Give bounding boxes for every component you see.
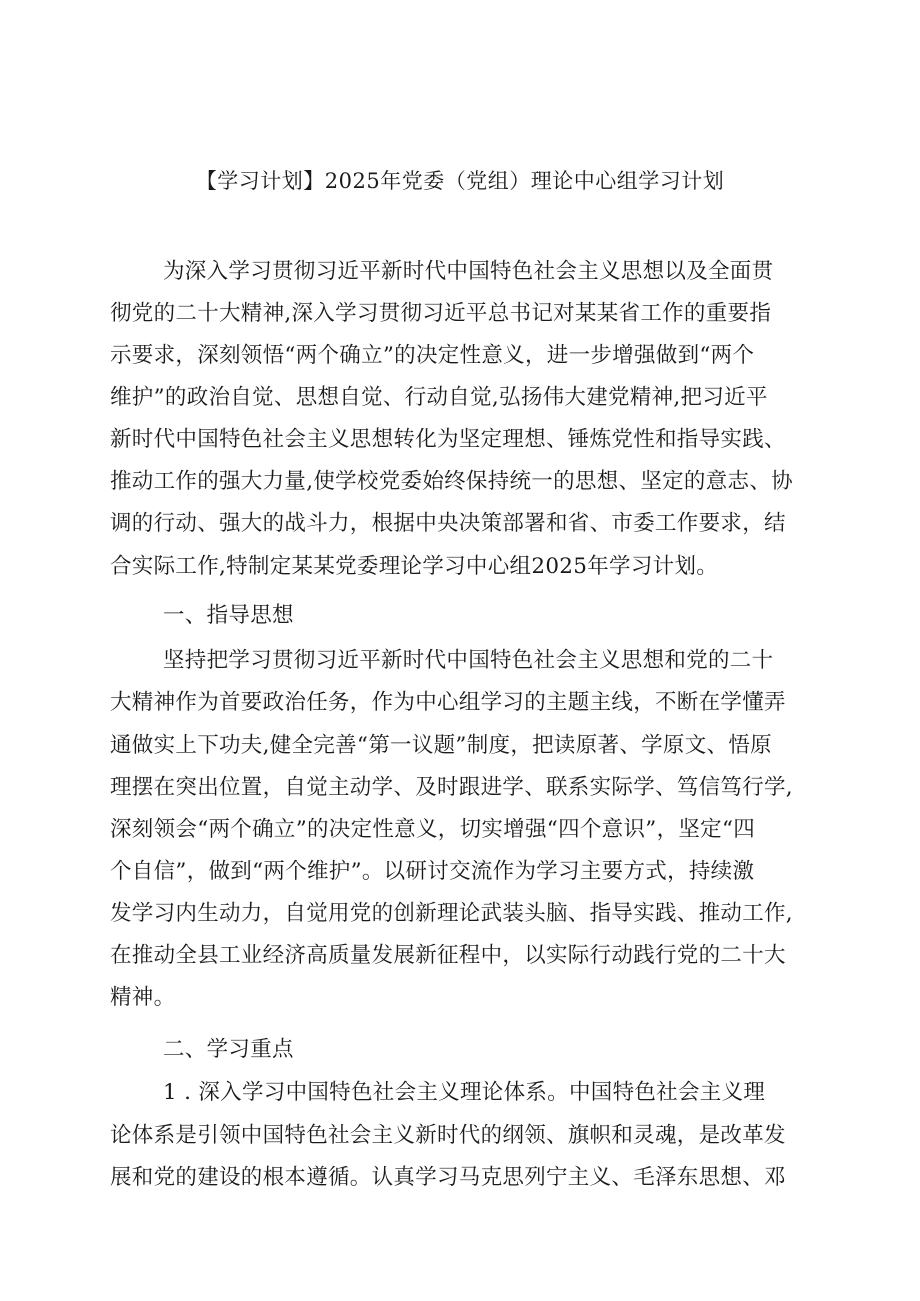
paragraph-line: 精神。 — [110, 985, 176, 1010]
paragraph-line: 维护”的政治自觉、思想自觉、行动自觉,弘扬伟大建党精神,把习近平 — [110, 385, 768, 410]
paragraph-line: 个自信”，做到“两个维护”。以研讨交流作为学习主要方式，持续激 — [110, 859, 755, 884]
paragraph-line: 理摆在突出位置，自觉主动学、及时跟进学、联系实际学、笃信笃行学, — [110, 775, 793, 800]
paragraph-line: 大精神作为首要政治任务，作为中心组学习的主题主线，不断在学懂弄 — [110, 690, 786, 715]
paragraph-line: 彻党的二十大精神,深入学习贯彻习近平总书记对某某省工作的重要指 — [110, 301, 772, 326]
paragraph-line: 展和党的建设的根本遵循。认真学习马克思列宁主义、毛泽东思想、邓 — [110, 1165, 786, 1190]
paragraph-line: 推动工作的强大力量,使学校党委始终保持统一的思想、坚定的意志、协 — [110, 469, 793, 494]
paragraph-line: 1 . 深入学习中国特色社会主义理论体系。中国特色社会主义理 — [163, 1080, 766, 1105]
paragraph-line: 调的行动、强大的战斗力，根据中央决策部署和省、市委工作要求，结 — [110, 511, 786, 536]
section-heading: 二、学习重点 — [163, 1037, 294, 1062]
paragraph-line: 在推动全县工业经济高质量发展新征程中，以实际行动践行党的二十大 — [110, 943, 786, 968]
section-heading: 一、指导思想 — [163, 603, 294, 628]
paragraph-line: 新时代中国特色社会主义思想转化为坚定理想、锤炼党性和指导实践、 — [110, 427, 786, 452]
paragraph-line: 坚持把学习贯彻习近平新时代中国特色社会主义思想和党的二十 — [163, 648, 774, 673]
paragraph-line: 为深入学习贯彻习近平新时代中国特色社会主义思想以及全面贯 — [163, 259, 774, 284]
document-title: 【学习计划】2025年党委（党组）理论中心组学习计划 — [195, 169, 725, 193]
paragraph-line: 深刻领会“两个确立”的决定性意义，切实增强“四个意识”，坚定“四 — [110, 817, 756, 842]
paragraph-line: 示要求，深刻领悟“两个确立”的决定性意义，进一步增强做到“两个 — [110, 343, 755, 368]
paragraph-line: 论体系是引领中国特色社会主义新时代的纲领、旗帜和灵魂，是改革发 — [110, 1123, 786, 1148]
paragraph-line: 通做实上下功夫,健全完善“第一议题”制度，把读原著、学原文、悟原 — [110, 733, 772, 758]
paragraph-line: 合实际工作,特制定某某党委理论学习中心组2025年学习计划。 — [110, 554, 719, 579]
paragraph-line: 发学习内生动力，自觉用党的创新理论武装头脑、指导实践、推动工作, — [110, 901, 793, 926]
